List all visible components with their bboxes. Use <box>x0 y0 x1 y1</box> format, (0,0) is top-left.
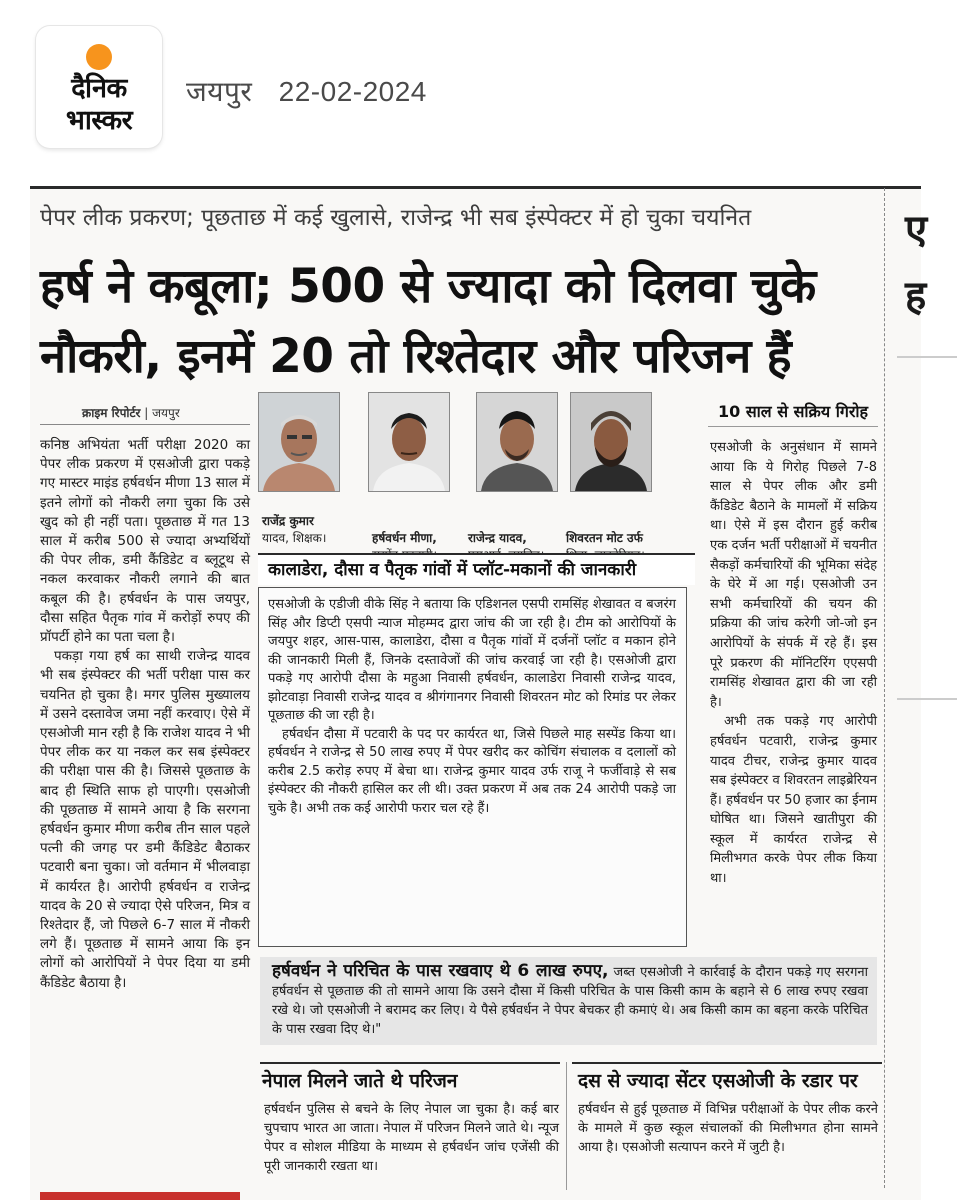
photo-caption-4: शिवरतन मोट उर्फ <box>566 531 643 545</box>
left-column-text <box>40 436 250 993</box>
byline-city: जयपुर <box>152 406 180 420</box>
article-kicker: पेपर लीक प्रकरण; पूछताछ में कई खुलासे, राजेन्द्र भी सब इंस्पेक्टर में हो चुका चयनित <box>40 205 752 231</box>
byline-reporter: क्राइम रिपोर्टर <box>82 406 141 420</box>
photo-caption-3: राजेन्द्र यादव, <box>468 531 527 545</box>
accused-photo-4 <box>570 392 652 492</box>
nepal-section-heading: नेपाल मिलने जाते थे परिजन <box>262 1070 458 1092</box>
bottom-red-strip <box>40 1192 240 1200</box>
section-rule <box>708 426 878 427</box>
adjacent-headline-fragment-2: ह <box>905 273 927 319</box>
paragraph: कनिष्ठ अभियंता भर्ती परीक्षा 2020 का पेपर लीक प्रकरण में एसओजी द्वारा पकड़े गए मास्टर माइंड हर्षवर्धन मीणा 13 साल में इतने लोगों को नौकरी लगा चुका कि उसे खुद को ही नहीं पता। पूछताछ में गत 13 साल में करीब 500 से ज्यादा अभ्यर्थियों की पेपर लीक, डमी कैंडिडेट व ब्लूटूथ से नकल करवाकर नौकरी लगाने की बात कबूल की है। हर्षवर्धन के पास जयपुर, दौसा सहित पैतृक गांव में करोड़ों रुपए की प्रॉपर्टी होने का पता चला है। <box>40 437 250 646</box>
adjacent-article-fragment <box>893 188 928 1200</box>
highlight-text <box>272 962 868 1039</box>
headline-line-1: हर्ष ने कबूला; 500 से ज्यादा को दिलवा चुके <box>40 259 816 314</box>
date-label: 22-02-2024 <box>278 76 427 107</box>
gang-section-heading: 10 साल से सक्रिय गिरोह <box>718 402 869 421</box>
gang-section-text <box>710 438 877 889</box>
accused-photo-2 <box>368 392 450 492</box>
centers-section-text: हर्षवर्धन से हुई पूछताछ में विभिन्न परीक्षाओं के पेपर लीक करने के मामले में कुछ स्कूल संचालकों की मिलीभगत होना सामने आया है। एसओजी सत्यापन करने में जुटी है। <box>578 1102 878 1155</box>
paragraph: एसओजी के अनुसंधान में सामने आया कि ये गिरोह पिछले 7-8 साल से पेपर लीक और डमी कैंडिडेट बैठाने के मामलों में सक्रिय था। ऐसे में इस दौरान हुई करीब एक दर्जन भर्ती परीक्षाओं में चयनीत सैकड़ों कर्मचारियों की भूमिका संदेह के घेरे में आ गई। एसओजी उन सभी कर्मचारियों की चयन की प्रक्रिया की जांच करेगी जो-जो इन आरोपियों के संपर्क में रहे हैं। इस पूरे प्रकरण की मॉनिटरिंग एएसपी रामसिंह शेखावत द्वारा की जा रही है। <box>710 440 877 710</box>
photo-caption-1: राजेंद्र कुमार यादव, शिक्षक। <box>262 514 327 545</box>
adjacent-headline-fragment-1: ए <box>905 207 928 253</box>
highlight-heading: हर्षवर्धन ने परिचित के पास रखवाए थे 6 लाख रुपए, <box>272 961 609 981</box>
byline-rule <box>40 424 250 425</box>
section-rule <box>572 1062 882 1064</box>
logo-word-1: दैनिक <box>71 73 127 104</box>
accused-photo-1 <box>258 392 340 492</box>
paragraph: अभी तक पकड़े गए आरोपी हर्षवर्धन पटवारी, राजेन्द्र कुमार यादव टीचर, राजेन्द्र कुमार यादव सब इंस्पेक्टर व शिवरतन लाइब्रेरियन हैं। हर्षवर्धन पर 50 हजार का ईनाम घोषित था। जिसने खातीपुरा की स्कूल में कार्यरत राजेन्द्र से मिलीभगत करके पेपर लीक किया था। <box>710 714 877 887</box>
sun-icon <box>86 44 112 70</box>
section-rule <box>260 1062 560 1064</box>
photo-caption-2: हर्षवर्धन मीणा, <box>372 531 437 545</box>
plot-section-heading: कालाडेरा, दौसा व पैतृक गांवों में प्लॉट-मकानों की जानकारी <box>268 560 637 580</box>
column-separator <box>566 1062 567 1190</box>
paragraph: पकड़ा गया हर्ष का साथी राजेन्द्र यादव भी सब इंस्पेक्टर की भर्ती परीक्षा पास कर चयनित हो चुका है। मगर पुलिस मुख्यालय में उसने दस्तावेज जमा नहीं करवाए। ऐसे में एसओजी मान रही है कि राजेश यादव ने भी पेपर लीक कर या नकल कर सब इंस्पेक्टर की परीक्षा पास की है। जिससे पूछताछ के बाद ही स्थिति साफ हो पाएगी। एसओजी की पूछताछ में सामने आया है कि सरगना हर्षवर्धन कुमार मीणा करीब तीन साल पहले पत्नी की जगह पर डमी कैंडिडेट बैठाकर पटवारी बना चुका। जो वर्तमान में भीलवाड़ा में कार्यरत है। आरोपी हर्षवर्धन व राजेन्द्र यादव के 20 से ज्यादा ऐसे परिजन, मित्र व रिश्तेदार हैं, जो पिछले 6-7 साल में नौकरी लगे हैं। पूछताछ में सामने आया कि इन लोगों को आरोपियों ने पेपर दिया या डमी कैंडिडेट बैठाया है। <box>40 648 250 991</box>
byline: क्राइम रिपोर्टर | जयपुर <box>82 406 180 420</box>
headline-line-2: नौकरी, इनमें 20 तो रिश्तेदार और परिजन हैं <box>40 329 792 384</box>
paragraph: हर्षवर्धन दौसा में पटवारी के पद पर कार्यरत था, जिसे पिछले माह सस्पेंड किया था। हर्षवर्धन ने राजेन्द्र से 50 लाख रुपए में पेपर खरीद कर कोचिंग संचालक व दलालों को करीब 2.5 करोड़ रुपए में बेचा था। राजेन्द्र कुमार यादव उर्फ राजू ने फर्जीवाड़े से सब इंस्पेक्टर की नौकरी हासिल कर ली थी। उक्त प्रकरण में अब तक 24 आरोपी पकड़े जा चुके है। अभी तक कई आरोपी फरार चल रहे हैं। <box>268 726 676 816</box>
nepal-section-text: हर्षवर्धन पुलिस से बचने के लिए नेपाल जा चुका है। कई बार चुपचाप भारत आ जाता। नेपाल में परिजन मिलने जाते थे। न्यूज पेपर व सोशल मीडिया के माध्यम से हर्षवर्धन जांच एजेंसी की पूरी जानकारी रखता था। <box>264 1102 559 1174</box>
highlight-body: जब्त एसओजी ने कार्रवाई के दौरान पकड़े गए सरगना हर्षवर्धन से पूछताछ की तो सामने आया कि उसने दौसा में किसी परिचित के पास किसी काम के बहाने से 6 लाख रुपए रखवा रखे थे। जो एसओजी ने बरामद कर लिए। ये पैसे हर्षवर्धन ने पेपर बेचकर ही कमाएं थे। अब किसी काम का बहना करके परिचित के पास रखवा दिए थे।" <box>272 965 868 1037</box>
dateline <box>186 72 445 110</box>
newspaper-logo <box>36 26 162 148</box>
logo-word-2: भास्कर <box>65 105 133 136</box>
paragraph: एसओजी के एडीजी वीके सिंह ने बताया कि एडिशनल एसपी रामसिंह शेखावत व बजरंग सिंह और डिप्टी एसपी न्याज मोहम्मद द्वारा जांच की जा रही है। टीम को आरोपियों के जयपुर शहर, आस-पास, कालाडेरा, दौसा व पैतृक गांवों में दर्जनों प्लॉट व मकान होने की जानकारी मिली हैं, जिनके दस्तावेजों की जांच करवाई जा रही है। एसओजी द्वारा पकड़े गए आरोपी दौसा के महुआ निवासी हर्षवर्धन, कालाडेरा निवासी राजेन्द्र यादव, झोटवाड़ा निवासी राजेन्द्र यादव व श्रीगंगानगर निवासी शिवरतन मोट को रिमांड पर लेकर पूछताछ की जा रही है। <box>268 597 676 723</box>
plot-section-text <box>268 596 676 818</box>
city-label: जयपुर <box>186 76 253 107</box>
centers-section-heading: दस से ज्यादा सेंटर एसओजी के रडार पर <box>578 1070 858 1092</box>
accused-photo-3 <box>476 392 558 492</box>
top-rule <box>30 186 921 189</box>
